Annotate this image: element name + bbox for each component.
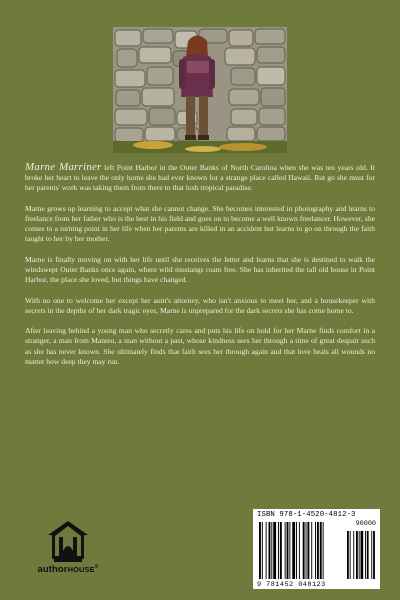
barcode-bars: [253, 509, 380, 589]
house-icon: [24, 519, 112, 565]
blurb-paragraph-3: Marne is finally moving on with her life until she receives the letter and learns that she is destined to walk the windswept Outer Banks once again, where wild mustangs roam free. She has inherited the tall old house in Point Harbor, the place she loved, but things have changed.: [25, 254, 375, 285]
stone-wall-photo: [113, 27, 287, 153]
blurb-paragraph-4: With no one to welcome her except her aunt's attorney, who isn't anxious to meet her, and a housekeeper with secrets in the depths of her dark tragic eyes, Marne is unprepared for the dark secrets she has come home to.: [25, 295, 375, 315]
publisher-name: authorHOUSE®: [37, 564, 99, 576]
paragraph-text: left Point Harbor in the Outer Banks of North Carolina when she was ten years old. It broke her heart to leave the only home she had ever known for a strange place called Hawaii. But go she must for her parents' work was taking them from there to that lush tropical paradise.: [25, 163, 375, 193]
isbn-text: ISBN 978-1-4520-4812-3: [257, 511, 356, 519]
character-name: Marne Marriner: [25, 161, 102, 173]
author-photo: [113, 27, 287, 153]
isbn-barcode: [253, 509, 380, 589]
blurb-paragraph-1: [25, 162, 375, 194]
back-cover-blurb: [25, 162, 375, 377]
blurb-paragraph-2: Marne grows up learning to accept what she cannot change. She becomes interested in photography and learns to freelance from her father who is the best in his field and goes on to become a well known freelancer. However, she comes to a turning point in her life when her parents are killed in an accident but learns to go on through the faith taught to her by her mother.: [25, 203, 375, 244]
publisher-logo: [24, 519, 112, 579]
blurb-paragraph-5: After leaving behind a young man who secretly cares and puts his life on hold for her Marne finds comfort in a stranger, a man from Manteo, a man without a past, whose kindness sees her through a time of great despair such as she has never known. She ultimately finds that faith sees her through again and that love heals all wounds no matter how deep they may run.: [25, 326, 375, 366]
barcode-digits: 9 781452 048123: [257, 581, 326, 589]
price-code: 90000: [355, 520, 376, 528]
